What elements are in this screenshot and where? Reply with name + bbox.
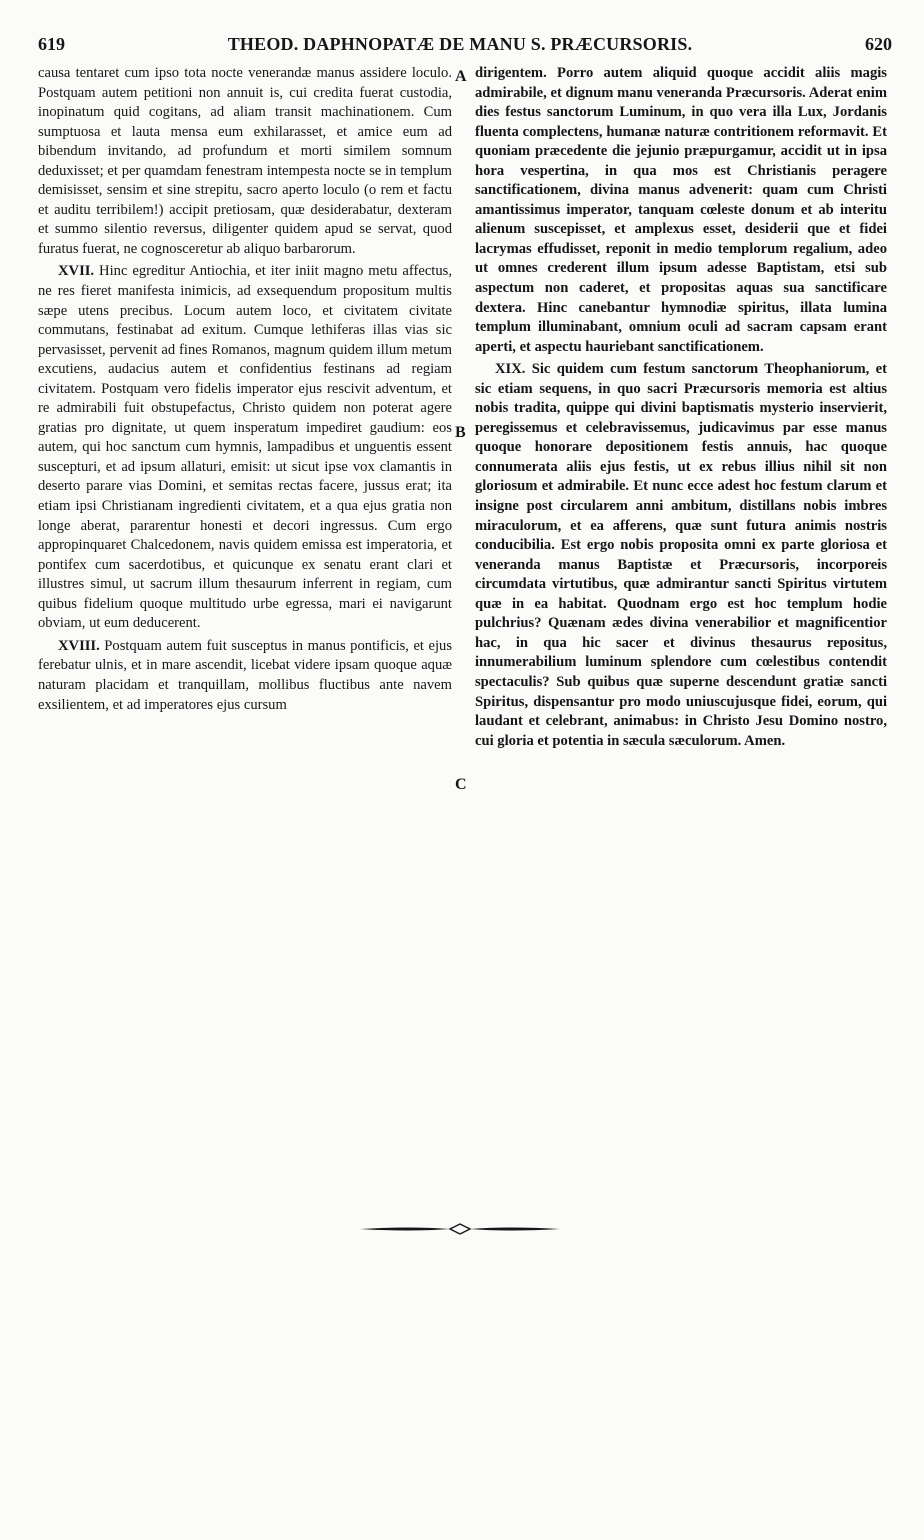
page-number-right: 620 — [865, 34, 892, 54]
section-number-18: XVIII. — [58, 637, 100, 654]
page-number-left: 619 — [38, 34, 65, 54]
left-paragraph-2-text: Hinc egreditur Antiochia, et iter iniit magno metu affectus, ne res fieret manifesta inimicis, ad exsequendum propositum multis sæpe utens precibus. Locum autem loco, et civitatem civitate commutans, festinabat ad exitum. Cumque lethiferas illas vias sic pervasisset, pervenit ad fines Romanos, magnum quidem illum metum excutiens, audacius autem et confidentius festinans ad regiam civitatem. Postquam vero fidelis imperator ejus rescivit adventum, et re admirabili fuit obstupefactus, Christo quidem non poterat agere gratias pro dignitate, ut quem insperatum impediret gaudium: eos autem, qui hoc sanctum cum hymnis, lampadibus et unguentis essent suscepturi, et ad ipsum allaturi, emisit: ut sicut ipse vox clamantis in deserto parare vias Domini, et semitas rectas facere, jussus erat; ita etiam ipsi Christianam ingredienti civitatem, et a qua ejus gratia non longe aberat, pararentur honesti et decori ingressus. Cum ergo appropinquaret Chalcedonem, navis quidem emissa est imperatoria, et pontifex cum sacerdotibus, et quicunque ex senatu erant clari et illustres simul, ut sacrum illum thesaurum inferrent in regiam, cum quibus fidelium quoque multitudo urbe egressa, mari ei navigarunt obviam, ut eum deducerent. — [38, 263, 452, 632]
section-number-17: XVII. — [58, 263, 95, 280]
section-number-19: XIX. — [495, 361, 526, 378]
page-header — [0, 34, 924, 62]
margin-marker-b: B — [455, 424, 466, 441]
left-paragraph-2 — [38, 262, 452, 633]
right-paragraph-2 — [475, 360, 887, 751]
ornament-rule-icon — [360, 1222, 560, 1236]
right-column — [475, 64, 887, 754]
running-title: THEOD. DAPHNOPATÆ DE MANU S. PRÆCURSORIS. — [227, 34, 693, 54]
left-column — [38, 64, 452, 718]
right-paragraph-2-text: Sic quidem cum festum sanctorum Theophaniorum, et sic etiam sequens, in quo sacri Præcursoris memoria est altius nobis tradita, quippe qui divini baptismatis mysterio inservierit, peregissemus et celebravissemus, judicavimus par esse manus quoque honorare depositionem festis annuis, hac quoque connumerata aliis ejus festis, ut ex rebus illius nihil sit non gloriosum et admirabile. Et nunc ecce adest hoc festum clarum et insigne post circularem anni ambitum, distillans nobis imbres miraculorum, et ea afferens, quæ sunt futura animis nostris conducibilia. Est ergo nobis proposita omni ex parte gloriosa et veneranda manus Baptistæ et Præcursoris, incorporeis circumdata virtutibus, quæ admirantur sancti Spiritus virtutem quæ in ea habitat. Quodnam ergo est hoc templum hodie pulchrius? Quænam ædes divina venerabilior et magnificentior hac, in qua hic sacer et divinus thesaurus repositus, innumerabilium luminum splendore cum cœlestibus contendit spectaculis? Sub quibus quæ superne descendunt gratiæ sancti Spiritus, dispensantur pro modo uniuscujusque fidei, eorum, qui laudant et celebrant, animabus: in Christo Jesu Domino nostro, cui gloria et potentia in sæcula sæculorum. Amen. — [475, 361, 887, 749]
left-paragraph-3-text: Postquam autem fuit susceptus in manus pontificis, et ejus ferebatur ulnis, et in mare ascendit, licebat videre ipsam quoque aquæ naturam placidam et tranquillam, mollibus fluctibus ante navem exsilientem, et ad imperatores ejus cursum — [38, 637, 453, 713]
left-paragraph-3 — [38, 637, 452, 715]
right-paragraph-1: dirigentem. Porro autem aliquid quoque accidit aliis magis admirabile, et dignum manu veneranda Præcursoris. Aderat enim dies festus sanctorum Luminum, in quo vera illa Lux, Jordanis fluenta complectens, humanæ naturæ contritionem reformavit. Et quoniam præcedente die jejunio præpurgamur, accidit ut in ipsa hora vespertina, in qua mos est Christianis peragere sanctificationem, divina manus advenerit: quam cum Christi amantissimus imperator, tanquam cœleste donum et ab interitu alienum suscepisset, et amplexus esset, desiderii que et fidei lacrymas effudisset, reponit in medio templorum regalium, adeo ut omnes crederent illum ipsum adesse Baptistam, etsi sub aspectum non caderet, et propositas aquas sua sanctificare dextera. Hinc canebantur hymnodiæ spiritus, illata lumina templum illuminabant, omnium oculi ad sacram capsam erant aperti, et aspectu hauriebant sanctificationem. — [475, 65, 887, 355]
margin-marker-c: C — [455, 776, 467, 793]
margin-marker-a: A — [455, 68, 467, 85]
left-paragraph-1: causa tentaret cum ipso tota nocte venerandæ manus assidere loculo. Postquam autem petitioni non annuit is, cui credita fuerat custodia, inopinatum quid cogitans, ad aliam transit machinationem. Cum sumptuosa et lauta mensa eum exhilarasset, et amice eum ad bibendum invitando, ad profundum et morti similem somnum deduxisset; et per quamdam fenestram intempesta nocte se in templum demisisset, sensim et sine strepitu, sacro aperto loculo (o rem et factu et auditu terribilem!) accipit pretiosam, quæ desiderabatur, dexteram et summo silentio reversus, diligenter quidem apud se servat, quod furatus fuerat, ne cognosceretur ab aliquo barbarorum. — [38, 65, 452, 257]
